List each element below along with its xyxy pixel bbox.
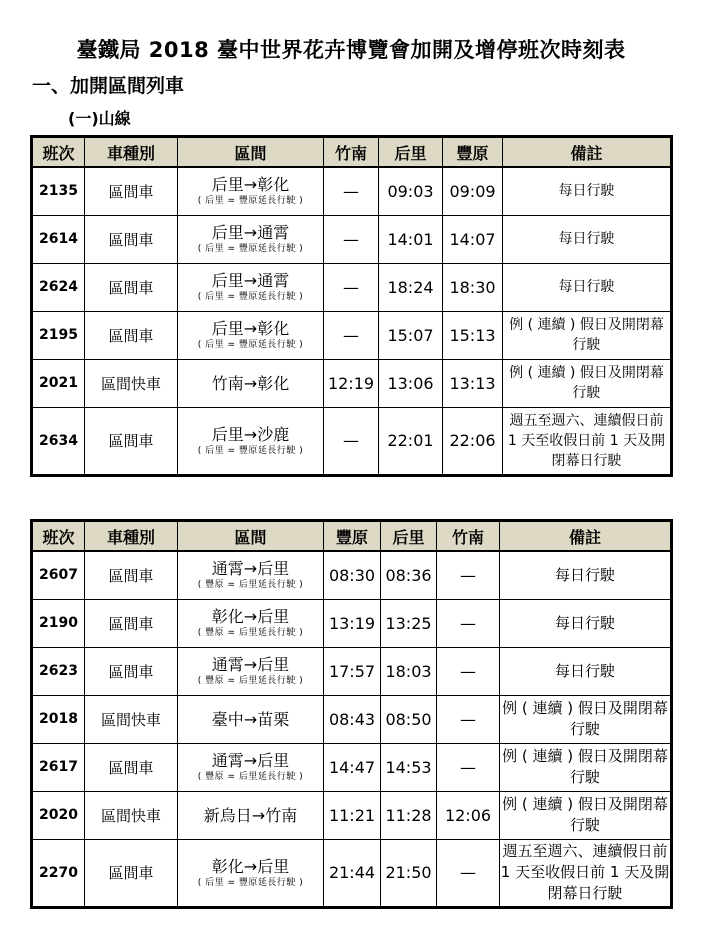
station-time-2: 18:03 — [381, 647, 437, 695]
train-number: 2270 — [32, 839, 85, 907]
route-text: 后里→沙鹿 — [211, 424, 290, 444]
station-time-3: — — [437, 599, 500, 647]
table-row — [32, 311, 672, 359]
table-row — [32, 263, 672, 311]
station-time-3: — — [437, 695, 500, 743]
route-extension-note: ( 后里 = 豐原延長行駛 ) — [197, 877, 304, 888]
document-title: 臺鐵局 2018 臺中世界花卉博覽會加開及增停班次時刻表 — [76, 38, 626, 62]
station-time-3: — — [437, 647, 500, 695]
timetable-1 — [30, 135, 673, 477]
train-number: 2195 — [32, 311, 85, 359]
remark: 每日行駛 — [503, 215, 672, 263]
station-time-1: 08:30 — [324, 551, 381, 599]
station-time-2: 08:50 — [381, 695, 437, 743]
route-extension-note: ( 后里 = 豐原延長行駛 ) — [197, 445, 304, 456]
header-train-no: 班次 — [32, 137, 85, 168]
train-number: 2623 — [32, 647, 85, 695]
train-number: 2135 — [32, 167, 85, 215]
route-cell — [178, 839, 324, 907]
table-row — [32, 407, 672, 475]
route-extension-note: ( 后里 = 豐原延長行駛 ) — [197, 244, 304, 254]
remark: 每日行駛 — [500, 551, 672, 599]
route-text: 臺中→苗栗 — [211, 709, 290, 729]
train-type: 區間車 — [85, 167, 178, 215]
table-row — [32, 167, 672, 215]
train-type: 區間車 — [85, 311, 178, 359]
station-time-1: 14:47 — [324, 743, 381, 791]
header-station-2: 后里 — [379, 137, 443, 168]
route-cell — [178, 791, 324, 839]
table-row — [32, 791, 672, 839]
train-type: 區間車 — [85, 263, 178, 311]
header-train-no: 班次 — [32, 521, 85, 552]
header-station-3: 豐原 — [443, 137, 503, 168]
table-header-row — [32, 137, 672, 168]
route-text: 后里→通霄 — [211, 271, 290, 290]
table-header-row — [32, 521, 672, 552]
remark: 例 ( 連續 ) 假日及開閉幕行駛 — [500, 791, 672, 839]
train-type: 區間車 — [85, 599, 178, 647]
train-number: 2634 — [32, 407, 85, 475]
route-cell — [178, 167, 324, 215]
route-cell — [178, 647, 324, 695]
station-time-2: 22:01 — [379, 407, 443, 475]
station-time-2: 21:50 — [381, 839, 437, 907]
route-extension-note: ( 豐原 = 后里延長行駛 ) — [197, 772, 304, 782]
train-number: 2624 — [32, 263, 85, 311]
train-type: 區間車 — [85, 551, 178, 599]
header-note: 備註 — [503, 137, 672, 168]
route-text: 通霄→后里 — [211, 751, 290, 770]
train-type: 區間車 — [85, 647, 178, 695]
station-time-3: 18:30 — [443, 263, 503, 311]
route-cell — [178, 695, 324, 743]
route-text: 后里→彰化 — [211, 175, 290, 195]
station-time-3: 14:07 — [443, 215, 503, 263]
table-row — [32, 743, 672, 791]
table-row — [32, 599, 672, 647]
header-station-3: 竹南 — [437, 521, 500, 552]
train-type: 區間車 — [85, 743, 178, 791]
route-text: 通霄→后里 — [211, 559, 290, 579]
station-time-2: 14:01 — [379, 215, 443, 263]
route-extension-note: ( 后里 = 豐原延長行駛 ) — [197, 196, 304, 207]
train-type: 區間快車 — [85, 359, 178, 407]
table-row — [32, 695, 672, 743]
remark: 週五至週六、連續假日前 1 天至收假日前 1 天及開閉幕日行駛 — [503, 407, 672, 475]
header-station-2: 后里 — [381, 521, 437, 552]
header-train-type: 車種別 — [85, 137, 178, 168]
station-time-3: 09:09 — [443, 167, 503, 215]
train-type: 區間車 — [85, 407, 178, 475]
station-time-1: 08:43 — [324, 695, 381, 743]
station-time-2: 08:36 — [381, 551, 437, 599]
timetable-2 — [30, 519, 673, 909]
station-time-2: 09:03 — [379, 167, 443, 215]
station-time-3: — — [437, 551, 500, 599]
remark: 週五至週六、連續假日前 1 天至收假日前 1 天及開閉幕日行駛 — [500, 839, 672, 907]
route-text: 彰化→后里 — [211, 607, 290, 626]
route-cell — [178, 407, 324, 475]
route-cell — [178, 263, 324, 311]
station-time-3: 22:06 — [443, 407, 503, 475]
route-cell — [178, 311, 324, 359]
train-number: 2617 — [32, 743, 85, 791]
route-extension-note: ( 豐原 = 后里延長行駛 ) — [197, 628, 304, 638]
station-time-1: 12:19 — [324, 359, 379, 407]
station-time-2: 15:07 — [379, 311, 443, 359]
subsection-heading: (一)山線 — [68, 109, 131, 128]
header-note: 備註 — [500, 521, 672, 552]
table-row — [32, 215, 672, 263]
train-number: 2607 — [32, 551, 85, 599]
header-station-1: 竹南 — [324, 137, 379, 168]
station-time-2: 13:06 — [379, 359, 443, 407]
route-text: 后里→通霄 — [211, 223, 290, 242]
train-number: 2021 — [32, 359, 85, 407]
route-extension-note: ( 后里 = 豐原延長行駛 ) — [197, 340, 304, 350]
remark: 例 ( 連續 ) 假日及開閉幕行駛 — [500, 695, 672, 743]
route-text: 通霄→后里 — [211, 655, 290, 674]
route-cell — [178, 599, 324, 647]
station-time-3: 15:13 — [443, 311, 503, 359]
remark: 例 ( 連續 ) 假日及開閉幕行駛 — [503, 311, 672, 359]
header-route: 區間 — [178, 137, 324, 168]
route-cell — [178, 215, 324, 263]
station-time-1: — — [324, 263, 379, 311]
train-type: 區間快車 — [85, 695, 178, 743]
station-time-2: 11:28 — [381, 791, 437, 839]
remark: 例 ( 連續 ) 假日及開閉幕行駛 — [500, 743, 672, 791]
header-station-1: 豐原 — [324, 521, 381, 552]
route-extension-note: ( 后里 = 豐原延長行駛 ) — [197, 292, 304, 302]
route-extension-note: ( 豐原 = 后里延長行駛 ) — [197, 676, 304, 686]
route-text: 新烏日→竹南 — [203, 805, 298, 825]
station-time-1: — — [324, 311, 379, 359]
header-route: 區間 — [178, 521, 324, 552]
route-text: 竹南→彰化 — [211, 373, 290, 393]
remark: 每日行駛 — [500, 599, 672, 647]
station-time-1: 11:21 — [324, 791, 381, 839]
train-number: 2190 — [32, 599, 85, 647]
route-text: 后里→彰化 — [211, 319, 290, 338]
remark: 每日行駛 — [503, 263, 672, 311]
table-row — [32, 839, 672, 907]
station-time-2: 14:53 — [381, 743, 437, 791]
route-cell — [178, 359, 324, 407]
train-type: 區間快車 — [85, 791, 178, 839]
train-number: 2020 — [32, 791, 85, 839]
station-time-2: 18:24 — [379, 263, 443, 311]
remark: 例 ( 連續 ) 假日及開閉幕行駛 — [503, 359, 672, 407]
route-cell — [178, 743, 324, 791]
table-row — [32, 359, 672, 407]
train-number: 2018 — [32, 695, 85, 743]
station-time-1: — — [324, 407, 379, 475]
station-time-1: 21:44 — [324, 839, 381, 907]
table-row — [32, 647, 672, 695]
route-text: 彰化→后里 — [211, 856, 290, 876]
train-type: 區間車 — [85, 215, 178, 263]
train-type: 區間車 — [85, 839, 178, 907]
station-time-1: 17:57 — [324, 647, 381, 695]
remark: 每日行駛 — [503, 167, 672, 215]
station-time-1: — — [324, 215, 379, 263]
station-time-3: 12:06 — [437, 791, 500, 839]
table-row — [32, 551, 672, 599]
remark: 每日行駛 — [500, 647, 672, 695]
section-heading: 一、加開區間列車 — [32, 75, 185, 97]
station-time-3: 13:13 — [443, 359, 503, 407]
header-train-type: 車種別 — [85, 521, 178, 552]
station-time-1: 13:19 — [324, 599, 381, 647]
station-time-3: — — [437, 839, 500, 907]
station-time-1: — — [324, 167, 379, 215]
train-number: 2614 — [32, 215, 85, 263]
route-cell — [178, 551, 324, 599]
route-extension-note: ( 豐原 = 后里延長行駛 ) — [197, 580, 304, 591]
station-time-3: — — [437, 743, 500, 791]
station-time-2: 13:25 — [381, 599, 437, 647]
